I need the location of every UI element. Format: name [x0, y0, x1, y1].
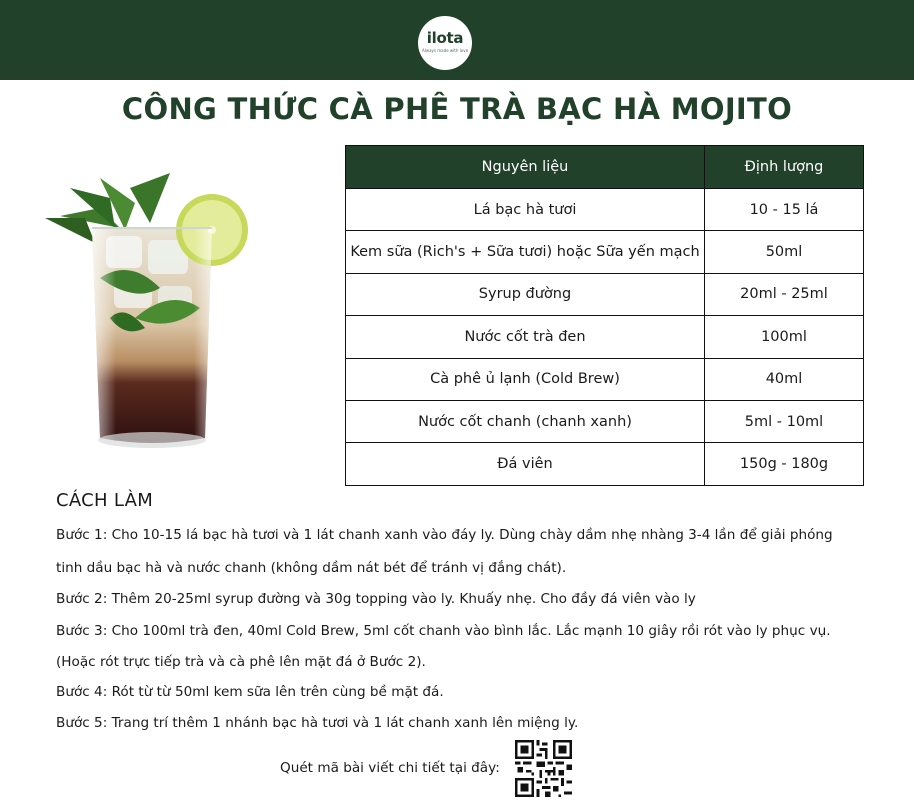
method-step-line: Bước 3: Cho 100ml trà đen, 40ml Cold Brew, 5ml cốt chanh vào bình lắc. Lắc mạnh 10 giây rồi rót vào ly phục vụ.	[56, 623, 831, 639]
amount-cell: 150g - 180g	[705, 443, 864, 485]
table-row	[346, 189, 864, 231]
method-heading: CÁCH LÀM	[56, 490, 154, 511]
amount-cell: 5ml - 10ml	[705, 400, 864, 442]
amount-column-header: Định lượng	[705, 146, 864, 189]
ingredient-cell: Nước cốt trà đen	[346, 316, 705, 358]
method-step-line: (Hoặc rót trực tiếp trà và cà phê lên mặt đá ở Bước 2).	[56, 654, 426, 670]
amount-cell: 40ml	[705, 358, 864, 400]
table-row	[346, 400, 864, 442]
header-bar	[0, 0, 914, 80]
table-header-row	[346, 146, 864, 189]
method-step-line: Bước 2: Thêm 20-25ml syrup đường và 30g topping vào ly. Khuấy nhẹ. Cho đầy đá viên vào ly	[56, 591, 696, 607]
ingredient-cell: Lá bạc hà tươi	[346, 189, 705, 231]
ingredients-table	[345, 145, 864, 486]
table-row	[346, 316, 864, 358]
method-step-line: tinh dầu bạc hà và nước chanh (không dầm nát bét để tránh vị đắng chát).	[56, 560, 567, 576]
logo-text: ilota	[426, 29, 464, 47]
ingredient-cell: Nước cốt chanh (chanh xanh)	[346, 400, 705, 442]
logo-tagline: Always made with love	[421, 48, 469, 53]
amount-cell: 20ml - 25ml	[705, 273, 864, 315]
ingredient-column-header: Nguyên liệu	[346, 146, 705, 189]
mojito-drink-image	[40, 168, 255, 458]
ingredient-cell: Kem sữa (Rich's + Sữa tươi) hoặc Sữa yến mạch	[346, 231, 705, 273]
amount-cell: 100ml	[705, 316, 864, 358]
method-step-line: Bước 1: Cho 10-15 lá bạc hà tươi và 1 lát chanh xanh vào đáy ly. Dùng chày dầm nhẹ nhàng 3-4 lần để giải phóng	[56, 527, 833, 543]
brand-logo[interactable]	[418, 16, 472, 70]
qr-label: Quét mã bài viết chi tiết tại đây:	[280, 760, 500, 776]
qr-code-icon[interactable]	[515, 740, 572, 797]
amount-cell: 50ml	[705, 231, 864, 273]
amount-cell: 10 - 15 lá	[705, 189, 864, 231]
table-row	[346, 231, 864, 273]
ingredient-cell: Đá viên	[346, 443, 705, 485]
table-row	[346, 273, 864, 315]
method-step-line: Bước 5: Trang trí thêm 1 nhánh bạc hà tươi và 1 lát chanh xanh lên miệng ly.	[56, 715, 579, 731]
page-title: CÔNG THỨC CÀ PHÊ TRÀ BẠC HÀ MOJITO	[121, 92, 793, 126]
table-row	[346, 443, 864, 485]
table-row	[346, 358, 864, 400]
ingredient-cell: Cà phê ủ lạnh (Cold Brew)	[346, 358, 705, 400]
ingredient-cell: Syrup đường	[346, 273, 705, 315]
method-step-line: Bước 4: Rót từ từ 50ml kem sữa lên trên cùng bề mặt đá.	[56, 684, 444, 700]
